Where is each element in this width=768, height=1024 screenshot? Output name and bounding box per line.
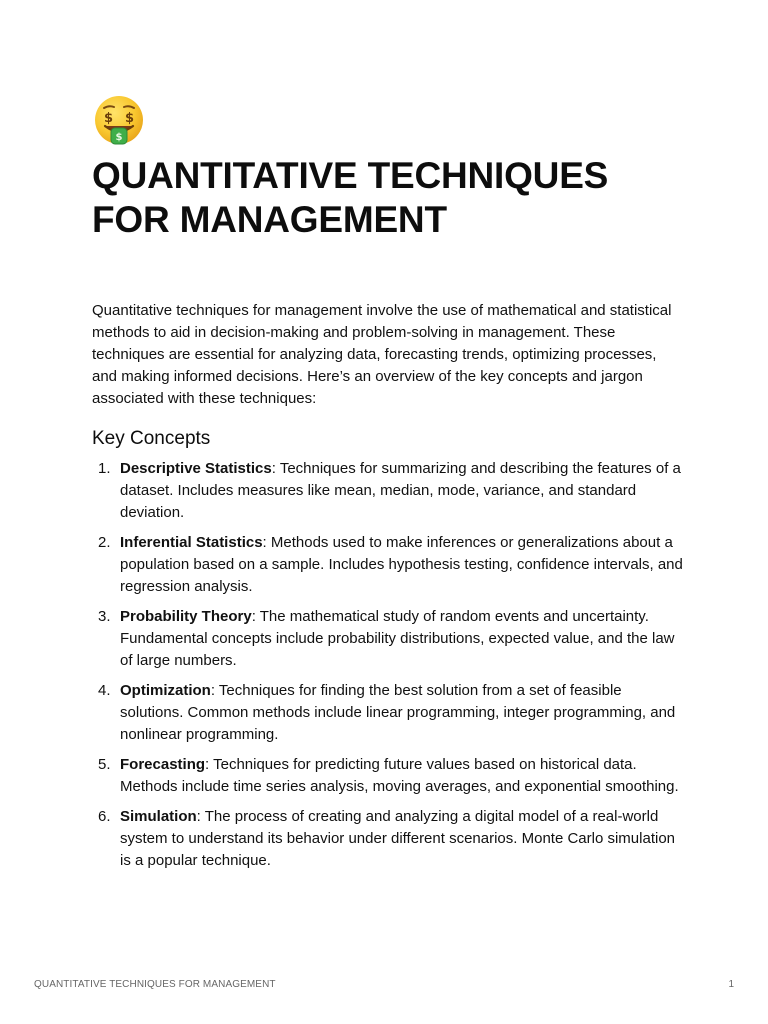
list-item — [92, 680, 684, 746]
list-item-number: 1. — [98, 460, 111, 477]
concept-description: : Techniques for finding the best solution from a set of feasible solutions. Common methods include linear programming, integer programming, and nonlinear programming. — [120, 682, 676, 743]
list-item — [92, 806, 684, 872]
svg-text:$: $ — [125, 111, 135, 126]
svg-text:$: $ — [104, 111, 114, 126]
concept-description: : The mathematical study of random events and uncertainty. Fundamental concepts include probability distributions, expected value, and the law of large numbers. — [120, 608, 675, 669]
list-item-number: 4. — [98, 682, 111, 699]
concept-term: Descriptive Statistics — [120, 460, 272, 477]
concept-description: : The process of creating and analyzing a digital model of a real-world system to understand its behavior under different scenarios. Monte Carlo simulation is a popular technique. — [120, 808, 676, 869]
list-item — [92, 532, 684, 598]
title-line-2: FOR MANAGEMENT — [92, 199, 447, 240]
money-mouth-face-icon — [92, 95, 148, 147]
concept-term: Optimization — [120, 682, 211, 699]
concept-term: Probability Theory — [120, 608, 252, 625]
concept-description: : Techniques for predicting future values based on historical data. Methods include time series analysis, moving averages, and exponential smoothing. — [120, 756, 679, 795]
page-title — [92, 154, 692, 242]
footer-running-title: QUANTITATIVE TECHNIQUES FOR MANAGEMENT — [34, 979, 276, 990]
concept-term: Forecasting — [120, 756, 206, 773]
concept-description: : Techniques for summarizing and describing the features of a dataset. Includes measures like mean, median, mode, variance, and standard deviation. — [120, 460, 681, 521]
concept-description: : Methods used to make inferences or generalizations about a population based on a sample. Includes hypothesis testing, confidence intervals, and regression analysis. — [120, 534, 683, 595]
list-item-number: 2. — [98, 534, 111, 551]
page-number: 1 — [728, 979, 734, 990]
list-item — [92, 458, 684, 524]
svg-text:$: $ — [115, 132, 123, 143]
list-item-number: 5. — [98, 756, 111, 773]
list-item — [92, 606, 684, 672]
list-item-number: 3. — [98, 608, 111, 625]
key-concepts-heading: Key Concepts — [92, 428, 211, 449]
concept-term: Simulation — [120, 808, 197, 825]
title-line-1: QUANTITATIVE TECHNIQUES — [92, 155, 609, 196]
intro-paragraph: Quantitative techniques for management involve the use of mathematical and statistical methods to aid in decision-making and problem-solving in management. These techniques are essential for analyzing data, forecasting trends, optimizing processes, and making informed decisions. Here’s an overview of the key concepts and jargon associated with these techniques: — [92, 302, 672, 407]
list-item — [92, 754, 684, 798]
list-item-number: 6. — [98, 808, 111, 825]
concept-term: Inferential Statistics — [120, 534, 263, 551]
key-concepts-list — [92, 458, 684, 880]
